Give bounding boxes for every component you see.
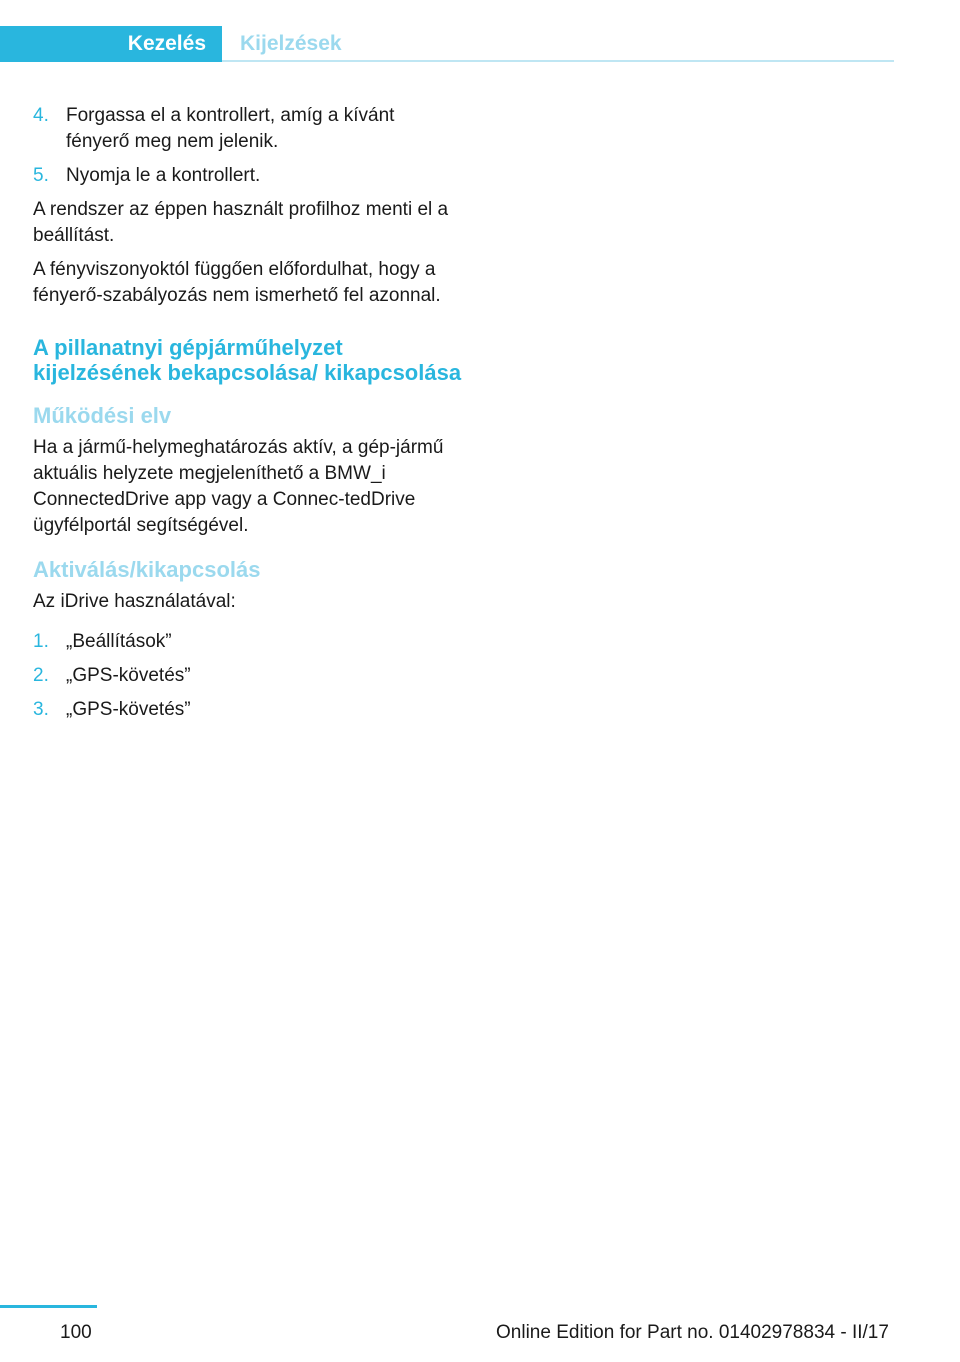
page-number: 100 (60, 1322, 92, 1343)
subsection-title-operating-principle: Működési elv (33, 403, 172, 428)
step-item (33, 663, 463, 689)
step-item (33, 629, 463, 655)
paragraph-idrive-intro: Az iDrive használatával: (33, 591, 236, 612)
step-item (33, 697, 463, 723)
step-number: 1. (33, 631, 49, 652)
section-title: A pillanatnyi gépjárműhelyzet kijelzésének bekapcsolása/ kikapcsolása (33, 335, 462, 385)
step-number: 5. (33, 165, 49, 186)
subsection-title-activation: Aktiválás/kikapcsolás (33, 557, 261, 582)
step-number: 2. (33, 665, 49, 686)
paragraph-light-conditions: A fényviszonyoktól függően előfordulhat, hogy a fényerő-szabályozás nem ismerhető fel azonnal. (33, 259, 441, 306)
step-text: Forgassa el a kontrollert, amíg a kívánt fényerő meg nem jelenik. (66, 105, 395, 152)
main-content (33, 103, 463, 731)
step-item (33, 103, 463, 155)
step-item (33, 163, 463, 189)
step-text: „GPS-követés” (66, 699, 191, 720)
header-divider (222, 60, 894, 62)
header-tab-kijelzesek: Kijelzések (240, 32, 342, 55)
step-text: „Beállítások” (66, 631, 172, 652)
step-text: Nyomja le a kontrollert. (66, 165, 261, 186)
step-text: „GPS-követés” (66, 665, 191, 686)
edition-note: Online Edition for Part no. 01402978834 - II/17 (496, 1322, 889, 1343)
step-number: 4. (33, 105, 49, 126)
paragraph-operating-principle: Ha a jármű-helymeghatározás aktív, a gép‐jármű aktuális helyzete megjeleníthető a BMW_i ConnectedDrive app vagy a Connec‐tedDrive ügyfélportál segítségével. (33, 437, 444, 536)
step-number: 3. (33, 699, 49, 720)
paragraph-profile-save: A rendszer az éppen használt profilhoz menti el a beállítást. (33, 199, 449, 246)
footer-accent-line (0, 1305, 97, 1308)
header-tab-kezeles: Kezelés (127, 32, 206, 55)
